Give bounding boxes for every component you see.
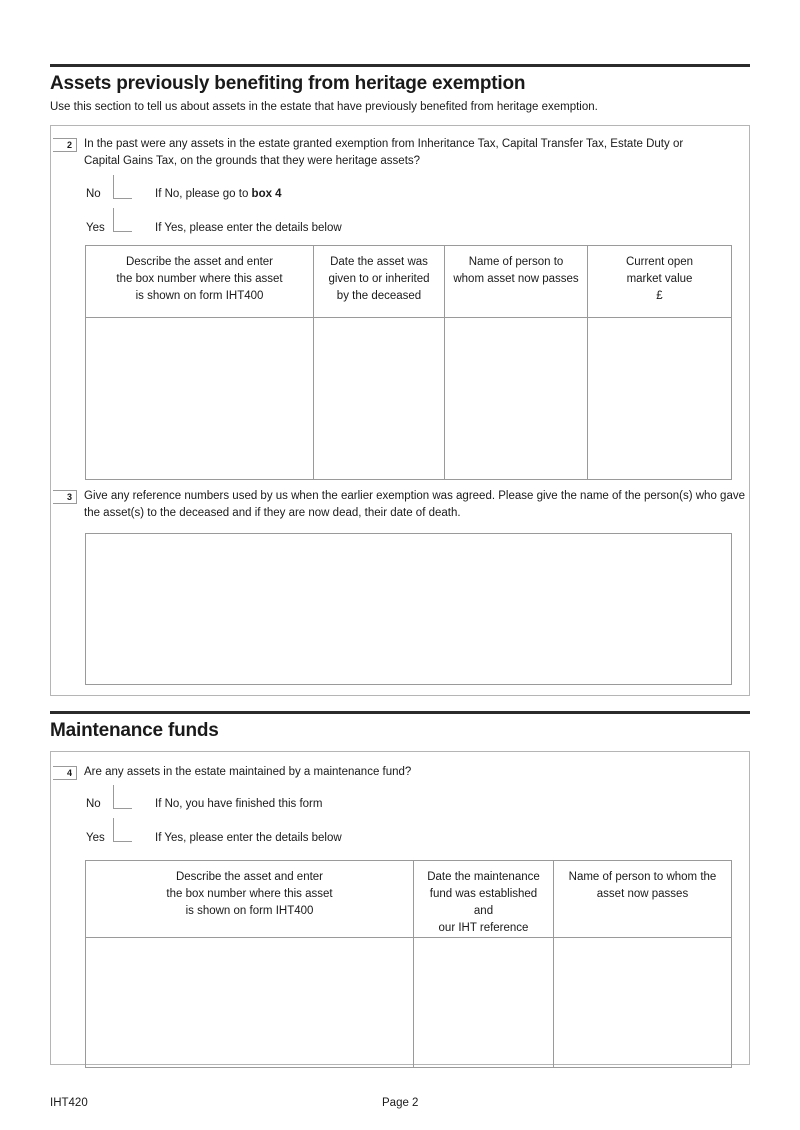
section-title-maintenance: Maintenance funds [50,720,219,741]
col-header-line: Name of person to whom the [568,871,717,883]
col-header-name-person [445,246,588,318]
question-number-2: 2 [53,138,77,152]
q2-no-note-text: If No, please go to [155,188,249,200]
section-intro: Use this section to tell us about assets in the estate that have previously benefited from heritage exemption. [50,101,598,113]
col-header-line: £ [656,290,663,302]
col-header-name-person [554,861,732,938]
col-header-line: Date the maintenance [427,871,540,883]
col-header-line: is shown on form IHT400 [135,290,264,302]
question-2-line-1: In the past were any assets in the estate granted exemption from Inheritance Tax, Capital Transfer Tax, Estate Duty or [84,138,684,150]
col-header-line: asset now passes [596,888,689,900]
section-divider [50,64,750,67]
q4-no-checkbox[interactable] [113,785,132,809]
asset-description-input[interactable] [86,318,314,480]
maintenance-date-input[interactable] [414,938,554,1068]
question-2-line-2: Capital Gains Tax, on the grounds that they were heritage assets? [84,155,421,167]
col-header-line: Date the asset was [330,256,428,268]
q4-yes-label: Yes [86,832,105,844]
question-number-3: 3 [53,490,77,504]
q2-yes-note: If Yes, please enter the details below [155,222,342,234]
date-given-input[interactable] [314,318,445,480]
reference-details-textarea[interactable] [85,533,732,685]
heritage-assets-table [85,245,732,480]
q2-no-checkbox[interactable] [113,175,132,199]
col-header-market-value [588,246,732,318]
question-3-line-2: the asset(s) to the deceased and if they are now dead, their date of death. [84,507,461,519]
person-name-input[interactable] [445,318,588,480]
col-header-line: Current open [625,256,694,268]
col-header-line: market value [626,273,693,285]
question-3-text [84,488,745,522]
section-divider [50,711,750,714]
col-header-line: the box number where this asset [166,888,333,900]
question-4-text: Are any assets in the estate maintained by a maintenance fund? [84,766,412,778]
col-header-asset-description [86,246,314,318]
col-header-date-given [314,246,445,318]
col-header-line: fund was established and [429,888,538,917]
market-value-input[interactable] [588,318,732,480]
q2-no-label: No [86,188,101,200]
maintenance-person-input[interactable] [554,938,732,1068]
q4-no-label: No [86,798,101,810]
question-2-text [84,136,683,170]
question-number-4: 4 [53,766,77,780]
q2-no-note-box-ref: box 4 [251,188,282,200]
col-header-line: whom asset now passes [453,273,579,285]
col-header-fund-date [414,861,554,938]
q4-yes-note: If Yes, please enter the details below [155,832,342,844]
q4-no-note: If No, you have finished this form [155,798,323,810]
section-title-heritage: Assets previously benefiting from heritage exemption [50,73,526,94]
q2-no-note [155,188,282,200]
q2-yes-label: Yes [86,222,105,234]
q4-yes-checkbox[interactable] [113,818,132,842]
col-header-line: by the deceased [336,290,422,302]
col-header-line: the box number where this asset [116,273,283,285]
q2-yes-checkbox[interactable] [113,208,132,232]
col-header-line: is shown on form IHT400 [185,905,314,917]
maintenance-funds-table [85,860,732,1068]
question-3-line-1: Give any reference numbers used by us when the earlier exemption was agreed. Please give the name of the person(s) who gave [84,490,745,502]
col-header-asset-description [86,861,414,938]
maintenance-asset-input[interactable] [86,938,414,1068]
col-header-line: Name of person to [468,256,564,268]
col-header-line: Describe the asset and enter [175,871,324,883]
col-header-line: given to or inherited [328,273,430,285]
col-header-line: Describe the asset and enter [125,256,274,268]
page-number: Page 2 [382,1097,419,1109]
form-code: IHT420 [50,1097,88,1109]
col-header-line: our IHT reference [438,922,529,934]
